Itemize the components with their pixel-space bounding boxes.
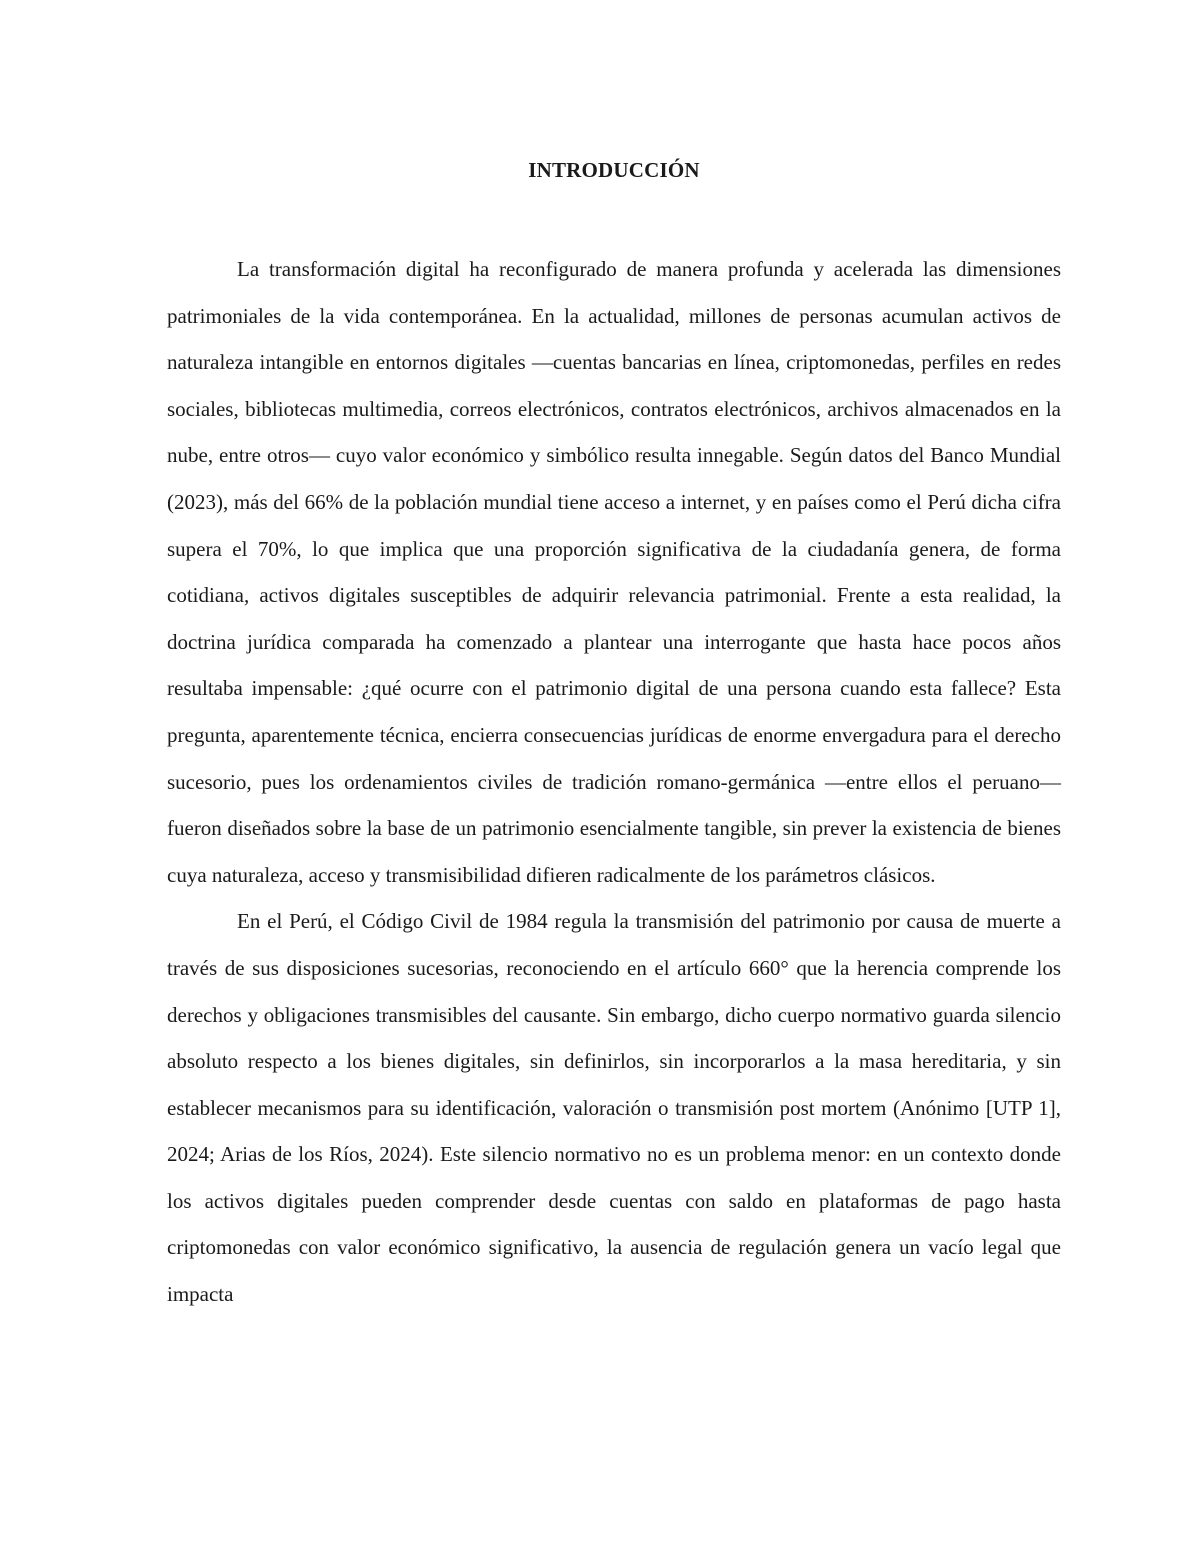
document-body — [167, 246, 1061, 1318]
paragraph-1: La transformación digital ha reconfigurado de manera profunda y acelerada las dimensiones patrimoniales de la vida contemporánea. En la actualidad, millones de personas acumulan activos de naturaleza intangible en entornos digitales —cuentas bancarias en línea, criptomonedas, perfiles en redes sociales, bibliotecas multimedia, correos electrónicos, contratos electrónicos, archivos almacenados en la nube, entre otros— cuyo valor económico y simbólico resulta innegable. Según datos del Banco Mundial (2023), más del 66% de la población mundial tiene acceso a internet, y en países como el Perú dicha cifra supera el 70%, lo que implica que una proporción significativa de la ciudadanía genera, de forma cotidiana, activos digitales susceptibles de adquirir relevancia patrimonial. Frente a esta realidad, la doctrina jurídica comparada ha comenzado a plantear una interrogante que hasta hace pocos años resultaba impensable: ¿qué ocurre con el patrimonio digital de una persona cuando esta fallece? Esta pregunta, aparentemente técnica, encierra consecuencias jurídicas de enorme envergadura para el derecho sucesorio, pues los ordenamientos civiles de tradición romano-germánica —entre ellos el peruano— fueron diseñados sobre la base de un patrimonio esencialmente tangible, sin prever la existencia de bienes cuya naturaleza, acceso y transmisibilidad difieren radicalmente de los parámetros clásicos. — [167, 257, 1061, 887]
page-title: INTRODUCCIÓN — [528, 158, 700, 182]
paragraph-2: En el Perú, el Código Civil de 1984 regula la transmisión del patrimonio por causa de muerte a través de sus disposiciones sucesorias, reconociendo en el artículo 660° que la herencia comprende los derechos y obligaciones transmisibles del causante. Sin embargo, dicho cuerpo normativo guarda silencio absoluto respecto a los bienes digitales, sin definirlos, sin incorporarlos a la masa hereditaria, y sin establecer mecanismos para su identificación, valoración o transmisión post mortem (Anónimo [UTP 1], 2024; Arias de los Ríos, 2024). Este silencio normativo no es un problema menor: en un contexto donde los activos digitales pueden comprender desde cuentas con saldo en plataformas de pago hasta criptomonedas con valor económico significativo, la ausencia de regulación genera un vacío legal que impacta — [167, 909, 1061, 1307]
